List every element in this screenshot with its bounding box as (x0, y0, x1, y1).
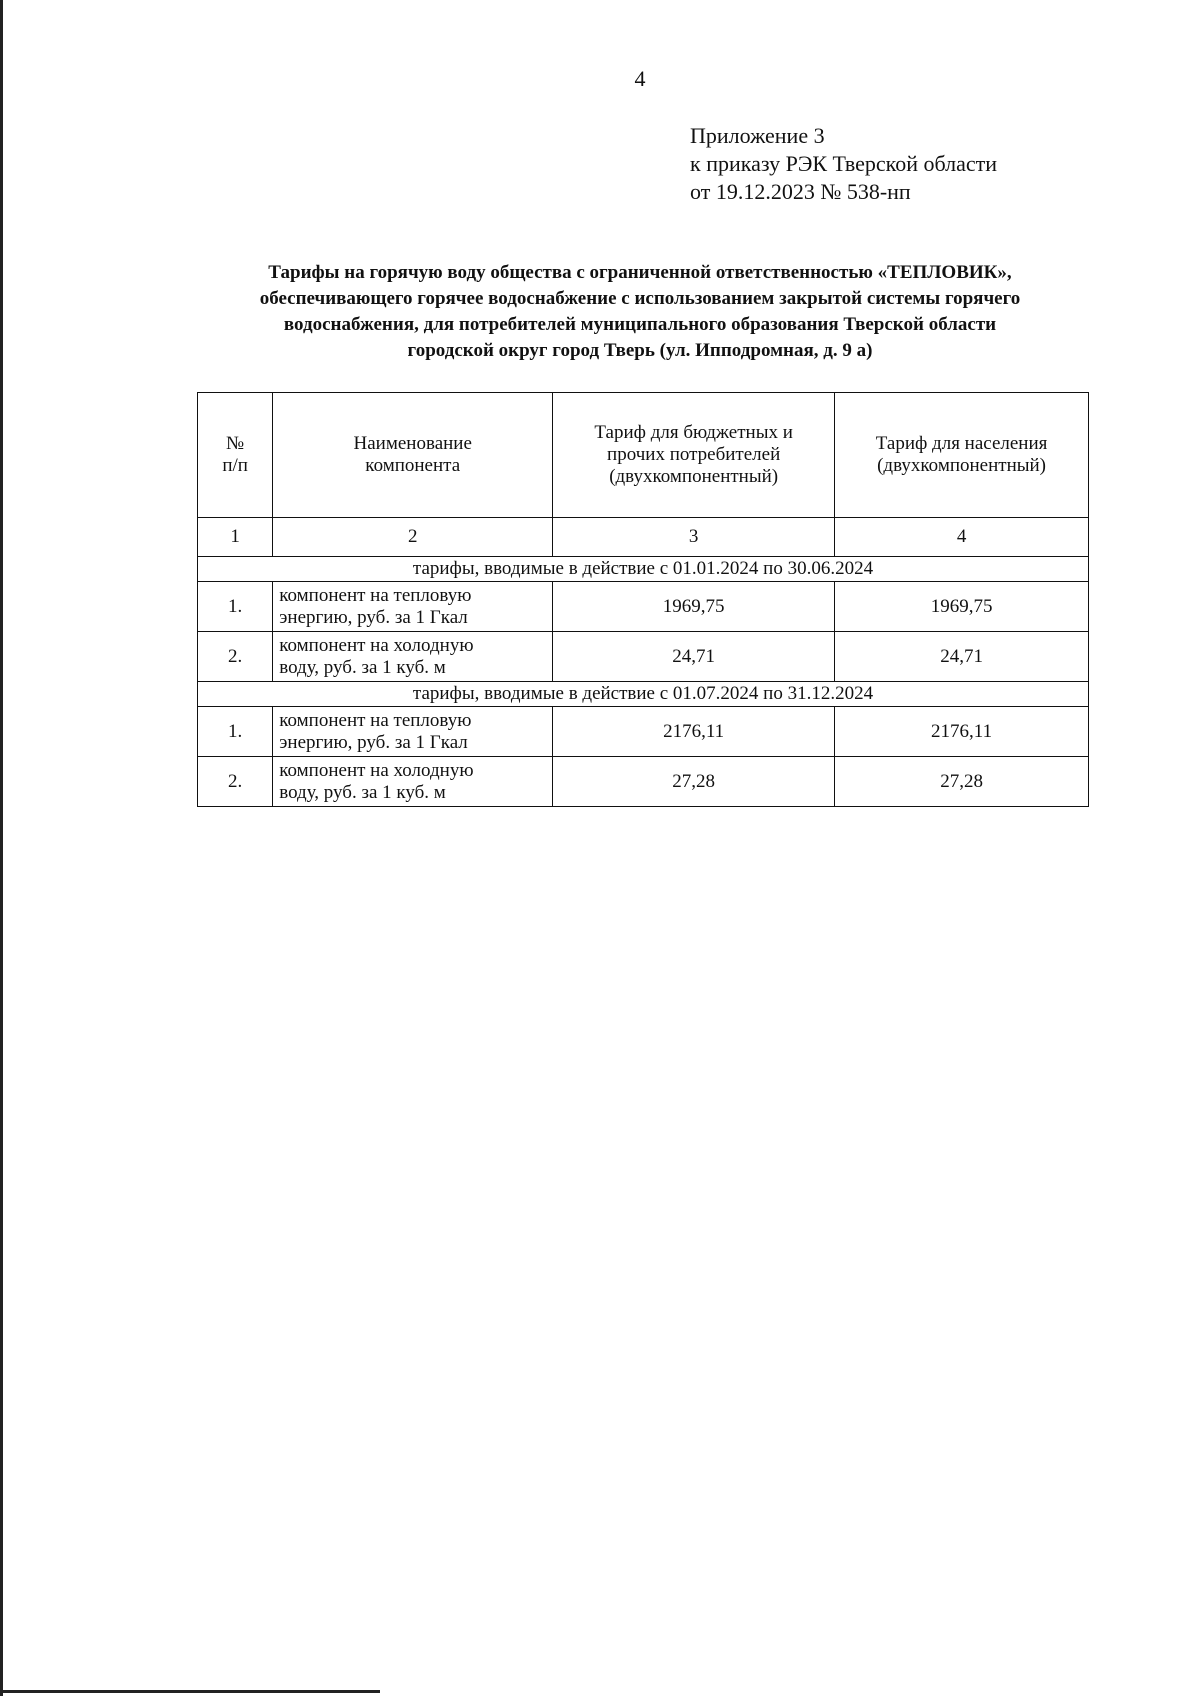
title-line: водоснабжения, для потребителей муниципального образования Тверской области (283, 314, 997, 335)
column-number-row (198, 518, 1089, 557)
table-row (198, 707, 1089, 757)
period-row (198, 682, 1089, 707)
table-header-row (198, 393, 1089, 518)
table-row (198, 582, 1089, 632)
population-tariff-value: 2176,11 (835, 707, 1089, 757)
period-label: тарифы, вводимые в действие с 01.07.2024 по 31.12.2024 (198, 682, 1089, 707)
table-row (198, 757, 1089, 807)
title-line: городской округ город Тверь (ул. Ипподромная, д. 9 а) (407, 340, 873, 361)
appendix-line: Приложение 3 (690, 123, 825, 148)
document-title (180, 260, 1100, 364)
column-number: 3 (553, 518, 835, 557)
population-tariff-value: 1969,75 (835, 582, 1089, 632)
row-number: 1. (198, 582, 273, 632)
period-row (198, 557, 1089, 582)
period-label: тарифы, вводимые в действие с 01.01.2024 по 30.06.2024 (198, 557, 1089, 582)
table-row (198, 632, 1089, 682)
header-number: № п/п (198, 393, 273, 518)
budget-tariff-value: 27,28 (553, 757, 835, 807)
population-tariff-value: 27,28 (835, 757, 1089, 807)
row-number: 2. (198, 757, 273, 807)
component-name: компонент на холодную воду, руб. за 1 куб. м (273, 757, 553, 807)
title-line: обеспечивающего горячее водоснабжение с использованием закрытой системы горячего (259, 288, 1021, 309)
appendix-line: к приказу РЭК Тверской области (690, 151, 998, 176)
page-number: 4 (634, 66, 646, 91)
budget-tariff-value: 1969,75 (553, 582, 835, 632)
header-budget-tariff: Тариф для бюджетных и прочих потребителей (двухкомпонентный) (553, 393, 835, 518)
row-number: 2. (198, 632, 273, 682)
header-component-name: Наименование компонента (273, 393, 553, 518)
scan-edge-bottom (0, 1690, 380, 1693)
component-name: компонент на тепловую энергию, руб. за 1 Гкал (273, 707, 553, 757)
column-number: 4 (835, 518, 1089, 557)
component-name: компонент на холодную воду, руб. за 1 куб. м (273, 632, 553, 682)
scan-edge-left (0, 0, 3, 1696)
column-number: 1 (198, 518, 273, 557)
budget-tariff-value: 24,71 (553, 632, 835, 682)
appendix-note (690, 122, 997, 206)
appendix-line: от 19.12.2023 № 538-нп (690, 179, 911, 204)
component-name: компонент на тепловую энергию, руб. за 1 Гкал (273, 582, 553, 632)
column-number: 2 (273, 518, 553, 557)
row-number: 1. (198, 707, 273, 757)
budget-tariff-value: 2176,11 (553, 707, 835, 757)
tariff-table (197, 392, 1089, 807)
title-line: Тарифы на горячую воду общества с ограниченной ответственностью «ТЕПЛОВИК», (268, 262, 1012, 283)
population-tariff-value: 24,71 (835, 632, 1089, 682)
header-population-tariff: Тариф для населения (двухкомпонентный) (835, 393, 1089, 518)
